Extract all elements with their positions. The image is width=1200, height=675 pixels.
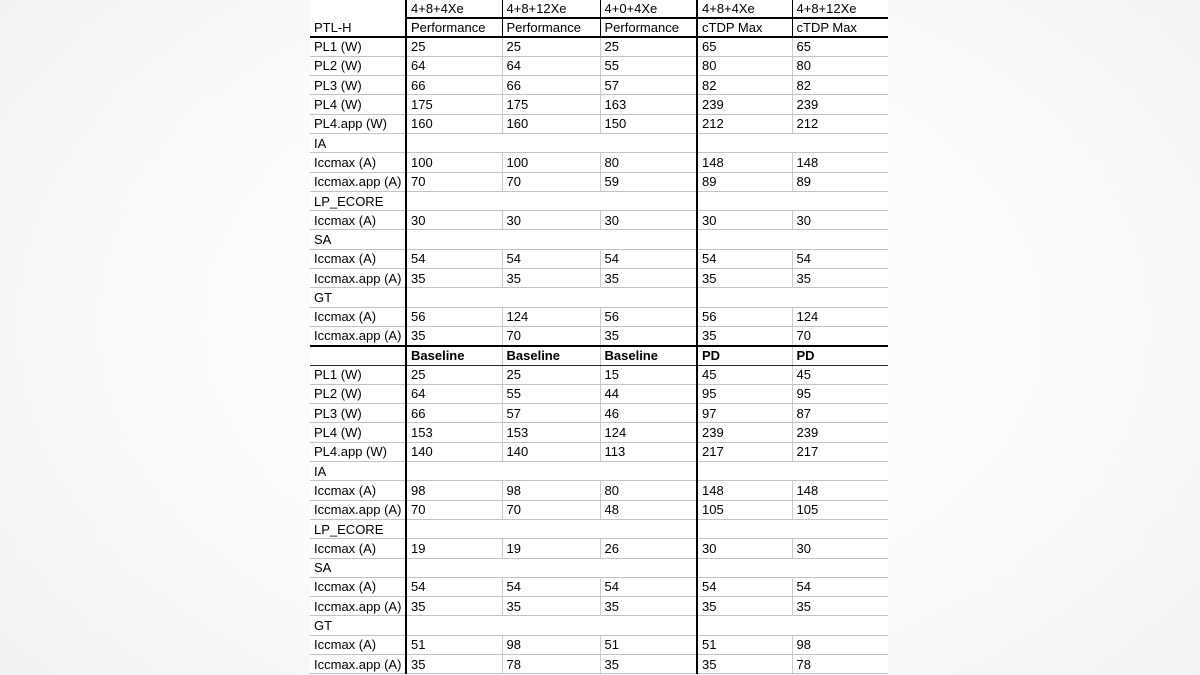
config-header-cell: 4+8+12Xe — [502, 0, 600, 18]
section-label: LP_ECORE — [310, 519, 406, 538]
value-cell: 239 — [792, 423, 888, 442]
row-label: PL3 (W) — [310, 76, 406, 95]
section-label: IA — [310, 462, 406, 481]
value-cell: 80 — [697, 56, 792, 75]
section-row — [310, 519, 888, 538]
section-spacer — [697, 288, 888, 307]
value-cell: 105 — [697, 500, 792, 519]
value-cell: 98 — [792, 635, 888, 654]
mode-header-cell: cTDP Max — [697, 18, 792, 37]
value-cell: 35 — [502, 269, 600, 288]
table-row — [310, 37, 888, 56]
value-cell: 163 — [600, 95, 697, 114]
value-cell: 97 — [697, 404, 792, 423]
section-spacer — [406, 616, 697, 635]
table-row — [310, 481, 888, 500]
value-cell: 148 — [697, 481, 792, 500]
value-cell: 124 — [502, 307, 600, 326]
table-row — [310, 76, 888, 95]
section-spacer — [406, 230, 697, 249]
table-row — [310, 326, 888, 345]
row-label: Iccmax (A) — [310, 577, 406, 596]
value-cell: 239 — [792, 95, 888, 114]
value-cell: 89 — [697, 172, 792, 191]
spec-table-body — [310, 0, 888, 674]
value-cell: 54 — [697, 249, 792, 268]
row-label: Iccmax.app (A) — [310, 326, 406, 345]
table-row — [310, 404, 888, 423]
table-row — [310, 500, 888, 519]
row-label: Iccmax (A) — [310, 249, 406, 268]
value-cell: 56 — [406, 307, 502, 326]
mode-header-cell: cTDP Max — [792, 18, 888, 37]
section-spacer — [406, 191, 697, 210]
value-cell: 45 — [697, 365, 792, 384]
value-cell: 160 — [502, 114, 600, 133]
value-cell: 70 — [406, 172, 502, 191]
value-cell: 64 — [502, 56, 600, 75]
section-row — [310, 133, 888, 152]
value-cell: 100 — [502, 153, 600, 172]
mode-header-cell: Baseline — [406, 346, 502, 365]
value-cell: 30 — [406, 211, 502, 230]
section-spacer — [697, 191, 888, 210]
config-header-cell: 4+0+4Xe — [600, 0, 697, 18]
value-cell: 25 — [502, 365, 600, 384]
row-label: PL4 (W) — [310, 423, 406, 442]
table-row — [310, 577, 888, 596]
row-label: PL2 (W) — [310, 384, 406, 403]
value-cell: 148 — [792, 481, 888, 500]
table-row — [310, 635, 888, 654]
row-label: PL2 (W) — [310, 56, 406, 75]
value-cell: 54 — [502, 249, 600, 268]
value-cell: 66 — [406, 404, 502, 423]
table-row — [310, 442, 888, 461]
section-label: SA — [310, 558, 406, 577]
value-cell: 25 — [502, 37, 600, 56]
value-cell: 35 — [600, 655, 697, 674]
section-label: SA — [310, 230, 406, 249]
value-cell: 65 — [697, 37, 792, 56]
value-cell: 30 — [792, 539, 888, 558]
value-cell: 70 — [792, 326, 888, 345]
mode-header-cell: Baseline — [502, 346, 600, 365]
value-cell: 56 — [697, 307, 792, 326]
value-cell: 80 — [792, 56, 888, 75]
row-label: PL1 (W) — [310, 365, 406, 384]
table-row — [310, 655, 888, 674]
row-label: Iccmax (A) — [310, 211, 406, 230]
value-cell: 95 — [792, 384, 888, 403]
value-cell: 98 — [502, 481, 600, 500]
value-cell: 51 — [600, 635, 697, 654]
value-cell: 45 — [792, 365, 888, 384]
value-cell: 54 — [792, 249, 888, 268]
row-label: Iccmax (A) — [310, 307, 406, 326]
row-label: PL3 (W) — [310, 404, 406, 423]
value-cell: 54 — [600, 249, 697, 268]
value-cell: 44 — [600, 384, 697, 403]
value-cell: 35 — [406, 597, 502, 616]
value-cell: 70 — [406, 500, 502, 519]
section-label: GT — [310, 288, 406, 307]
value-cell: 70 — [502, 500, 600, 519]
value-cell: 105 — [792, 500, 888, 519]
row-label: PL4.app (W) — [310, 114, 406, 133]
value-cell: 54 — [697, 577, 792, 596]
config-header-cell: 4+8+4Xe — [406, 0, 502, 18]
section-spacer — [697, 616, 888, 635]
section-label: IA — [310, 133, 406, 152]
value-cell: 98 — [406, 481, 502, 500]
value-cell: 55 — [502, 384, 600, 403]
value-cell: 212 — [792, 114, 888, 133]
value-cell: 48 — [600, 500, 697, 519]
value-cell: 25 — [406, 365, 502, 384]
table-row — [310, 423, 888, 442]
value-cell: 35 — [792, 269, 888, 288]
section-row — [310, 616, 888, 635]
section-spacer — [406, 558, 697, 577]
value-cell: 30 — [792, 211, 888, 230]
mode-header-cell: Performance — [502, 18, 600, 37]
row-label: Iccmax.app (A) — [310, 172, 406, 191]
section-spacer — [406, 133, 697, 152]
value-cell: 57 — [502, 404, 600, 423]
value-cell: 51 — [406, 635, 502, 654]
value-cell: 19 — [502, 539, 600, 558]
value-cell: 35 — [600, 269, 697, 288]
value-cell: 148 — [792, 153, 888, 172]
value-cell: 26 — [600, 539, 697, 558]
row-label: Iccmax.app (A) — [310, 597, 406, 616]
section-row — [310, 191, 888, 210]
value-cell: 25 — [600, 37, 697, 56]
value-cell: 70 — [502, 172, 600, 191]
config-header-cell: 4+8+4Xe — [697, 0, 792, 18]
value-cell: 153 — [502, 423, 600, 442]
value-cell: 64 — [406, 56, 502, 75]
value-cell: 35 — [792, 597, 888, 616]
value-cell: 59 — [600, 172, 697, 191]
section-spacer — [406, 519, 697, 538]
row-label: Iccmax.app (A) — [310, 269, 406, 288]
section-label: GT — [310, 616, 406, 635]
section-spacer — [406, 462, 697, 481]
corner-label: PTL-H — [310, 18, 406, 37]
value-cell: 15 — [600, 365, 697, 384]
row-label: PL4 (W) — [310, 95, 406, 114]
value-cell: 140 — [406, 442, 502, 461]
value-cell: 150 — [600, 114, 697, 133]
mode-header-cell: Performance — [406, 18, 502, 37]
value-cell: 95 — [697, 384, 792, 403]
value-cell: 98 — [502, 635, 600, 654]
value-cell: 113 — [600, 442, 697, 461]
table-row — [310, 539, 888, 558]
table-row — [310, 249, 888, 268]
config-header-row — [310, 0, 888, 18]
value-cell: 124 — [792, 307, 888, 326]
mode-header-cell: PD — [792, 346, 888, 365]
table-row — [310, 211, 888, 230]
value-cell: 54 — [406, 577, 502, 596]
mode-header-cell: PD — [697, 346, 792, 365]
value-cell: 82 — [697, 76, 792, 95]
value-cell: 124 — [600, 423, 697, 442]
value-cell: 239 — [697, 423, 792, 442]
row-label: PL4.app (W) — [310, 442, 406, 461]
value-cell: 19 — [406, 539, 502, 558]
value-cell: 87 — [792, 404, 888, 423]
value-cell: 30 — [697, 539, 792, 558]
value-cell: 56 — [600, 307, 697, 326]
table-row — [310, 597, 888, 616]
corner-empty-cell — [310, 0, 406, 18]
value-cell: 64 — [406, 384, 502, 403]
table-row — [310, 95, 888, 114]
value-cell: 82 — [792, 76, 888, 95]
section-row — [310, 288, 888, 307]
spec-table — [310, 0, 888, 674]
section-spacer — [406, 288, 697, 307]
value-cell: 80 — [600, 153, 697, 172]
mode-header-cell: Performance — [600, 18, 697, 37]
row-label: Iccmax (A) — [310, 153, 406, 172]
value-cell: 140 — [502, 442, 600, 461]
value-cell: 30 — [502, 211, 600, 230]
table-row — [310, 384, 888, 403]
value-cell: 100 — [406, 153, 502, 172]
row-label: Iccmax (A) — [310, 481, 406, 500]
section-row — [310, 462, 888, 481]
value-cell: 78 — [792, 655, 888, 674]
value-cell: 153 — [406, 423, 502, 442]
table-row — [310, 56, 888, 75]
table-row — [310, 307, 888, 326]
row-label: PL1 (W) — [310, 37, 406, 56]
value-cell: 25 — [406, 37, 502, 56]
value-cell: 35 — [502, 597, 600, 616]
value-cell: 30 — [697, 211, 792, 230]
value-cell: 54 — [406, 249, 502, 268]
value-cell: 80 — [600, 481, 697, 500]
value-cell: 217 — [697, 442, 792, 461]
section-spacer — [697, 519, 888, 538]
value-cell: 217 — [792, 442, 888, 461]
value-cell: 54 — [502, 577, 600, 596]
table-row — [310, 114, 888, 133]
section-spacer — [697, 133, 888, 152]
value-cell: 239 — [697, 95, 792, 114]
mode-header-cell: Baseline — [600, 346, 697, 365]
value-cell: 55 — [600, 56, 697, 75]
section-spacer — [697, 558, 888, 577]
value-cell: 66 — [406, 76, 502, 95]
mode-header-row — [310, 18, 888, 37]
value-cell: 30 — [600, 211, 697, 230]
value-cell: 35 — [697, 597, 792, 616]
value-cell: 78 — [502, 655, 600, 674]
value-cell: 35 — [697, 655, 792, 674]
value-cell: 70 — [502, 326, 600, 345]
table-row — [310, 153, 888, 172]
section-spacer — [697, 462, 888, 481]
second-mode-header-row — [310, 346, 888, 365]
value-cell: 66 — [502, 76, 600, 95]
value-cell: 46 — [600, 404, 697, 423]
table-row — [310, 269, 888, 288]
value-cell: 175 — [406, 95, 502, 114]
value-cell: 35 — [600, 326, 697, 345]
table-row — [310, 365, 888, 384]
value-cell: 65 — [792, 37, 888, 56]
section-row — [310, 558, 888, 577]
section-label: LP_ECORE — [310, 191, 406, 210]
row-label-empty — [310, 346, 406, 365]
value-cell: 89 — [792, 172, 888, 191]
value-cell: 160 — [406, 114, 502, 133]
value-cell: 35 — [406, 269, 502, 288]
value-cell: 35 — [697, 269, 792, 288]
value-cell: 148 — [697, 153, 792, 172]
row-label: Iccmax.app (A) — [310, 655, 406, 674]
config-header-cell: 4+8+12Xe — [792, 0, 888, 18]
row-label: Iccmax (A) — [310, 635, 406, 654]
value-cell: 51 — [697, 635, 792, 654]
value-cell: 175 — [502, 95, 600, 114]
row-label: Iccmax.app (A) — [310, 500, 406, 519]
value-cell: 35 — [697, 326, 792, 345]
value-cell: 54 — [600, 577, 697, 596]
table-row — [310, 172, 888, 191]
value-cell: 35 — [600, 597, 697, 616]
section-spacer — [697, 230, 888, 249]
value-cell: 57 — [600, 76, 697, 95]
value-cell: 35 — [406, 326, 502, 345]
value-cell: 35 — [406, 655, 502, 674]
value-cell: 54 — [792, 577, 888, 596]
value-cell: 212 — [697, 114, 792, 133]
row-label: Iccmax (A) — [310, 539, 406, 558]
section-row — [310, 230, 888, 249]
